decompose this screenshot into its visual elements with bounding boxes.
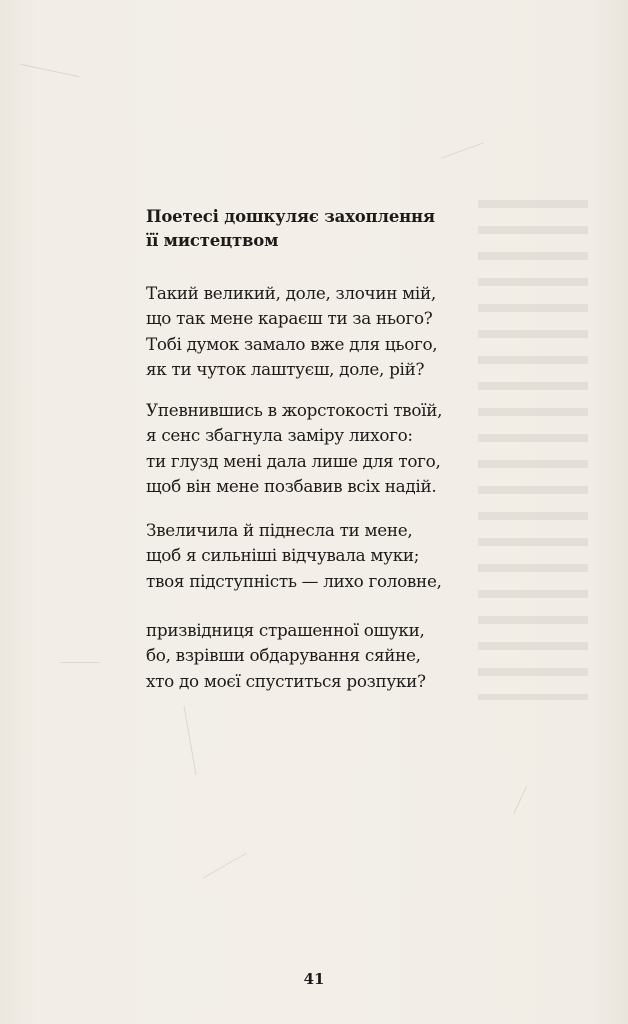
- paper-fiber: [203, 853, 247, 879]
- paper-fiber: [183, 706, 196, 775]
- stanza: [146, 398, 442, 499]
- verse-line: що так мене караєш ти за нього?: [146, 308, 433, 329]
- stanza: [146, 618, 426, 694]
- paper-fiber: [441, 142, 484, 158]
- paper-fiber: [21, 64, 80, 77]
- verse-line: щоб я сильніші відчувала муки;: [146, 545, 420, 566]
- verse-line: як ти чуток лаштуєш, доле, рій?: [146, 358, 425, 379]
- verse-line: Тобі думок замало вже для цього,: [146, 333, 438, 354]
- poem-title-line: її мистецтвом: [146, 231, 279, 250]
- paper-fiber: [513, 787, 527, 815]
- verse-line: ти глузд мені дала лише для того,: [146, 450, 441, 471]
- stanza: [146, 518, 442, 594]
- stanza: [146, 281, 437, 382]
- page-number: 41: [303, 970, 325, 988]
- poem-title-line: Поетесі дошкуляє захоплення: [146, 207, 435, 226]
- verse-line: я сенс збагнула заміру лихого:: [146, 425, 413, 446]
- poem-title: [146, 205, 435, 253]
- verse-line: твоя підступність — лихо головне,: [146, 570, 442, 591]
- verse-line: щоб він мене позбавив всіх надій.: [146, 475, 437, 496]
- verse-line: бо, взрівши обдарування сяйне,: [146, 645, 421, 666]
- verse-line: хто до моєї спуститься розпуки?: [146, 670, 426, 691]
- verse-line: Упевнившись в жорстокості твоїй,: [146, 400, 443, 420]
- verse-line: Звеличила й піднесла ти мене,: [146, 520, 413, 540]
- show-through-text: [478, 200, 588, 700]
- verse-line: призвідниця страшенної ошуки,: [146, 620, 425, 640]
- paper-fiber: [60, 662, 100, 663]
- verse-line: Такий великий, доле, злочин мій,: [146, 283, 436, 303]
